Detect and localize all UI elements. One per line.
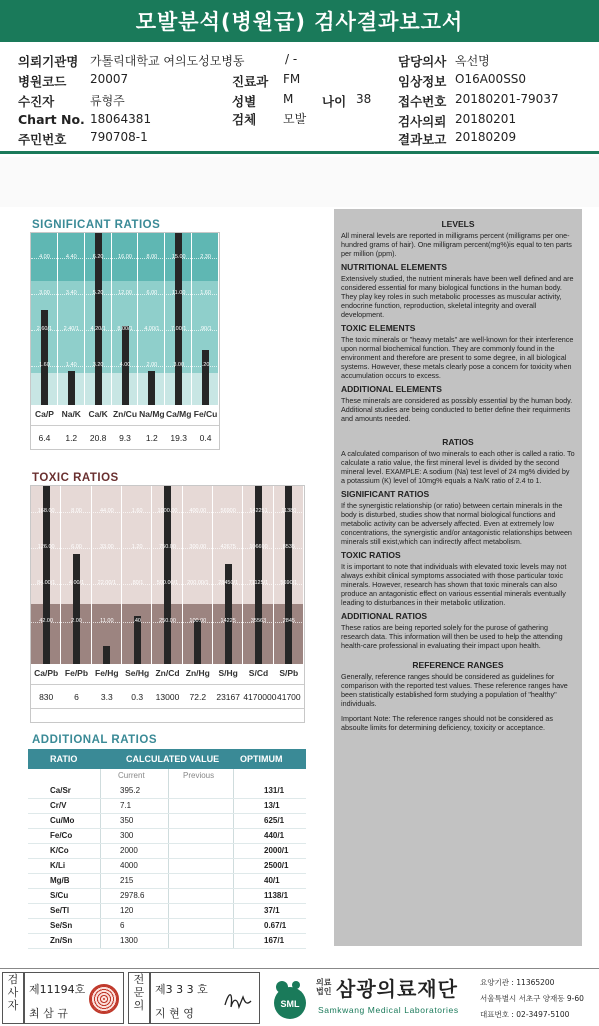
value-label: 830	[39, 692, 54, 702]
current-value-cell: 350	[120, 816, 134, 825]
table-header	[28, 749, 306, 769]
code-label: 병원코드	[18, 74, 67, 89]
category-label: Ca/K	[88, 409, 108, 419]
tick-label: 11.00	[172, 290, 186, 296]
current-value-cell: 4000	[120, 861, 138, 870]
additional-ratios-title: ADDITIONAL RATIOS	[32, 734, 157, 746]
sub-current: Current	[118, 771, 145, 780]
examiner-label: 검사자	[7, 973, 19, 1012]
doctor-value: 옥선명	[455, 54, 490, 68]
tick-label: 84.00/1	[36, 580, 56, 586]
significant-ratios-chart	[30, 232, 220, 450]
value-label: 1.2	[65, 433, 78, 443]
category-label: Zn/Hg	[185, 668, 210, 678]
tick-label: 3.40	[65, 290, 77, 296]
specialist-label: 전문의	[133, 973, 145, 1012]
value-label: 6	[74, 692, 79, 702]
optimum-cell: 2500/1	[264, 861, 289, 870]
value-label: 0.3	[131, 692, 144, 702]
table-row	[28, 873, 306, 889]
row-divider	[31, 449, 219, 450]
table-row	[28, 783, 306, 799]
tick-label: 35563	[250, 618, 267, 624]
tick-label: 2.00	[71, 618, 82, 624]
table-row	[28, 798, 306, 814]
value-label: 0.4	[199, 433, 212, 443]
id-label: 주민번호	[18, 132, 67, 147]
optimum-cell: 440/1	[264, 831, 285, 840]
table-row	[28, 888, 306, 904]
category-label: Na/K	[61, 409, 81, 419]
value-label: 3.3	[100, 692, 113, 702]
tick-label: 2.60/1	[36, 326, 53, 332]
category-label: Na/Mg	[139, 409, 165, 419]
receipt-label: 접수번호	[398, 94, 447, 109]
nutritional-heading: NUTRITIONAL ELEMENTS	[341, 262, 448, 272]
ratio-cell: Fe/Co	[50, 831, 73, 840]
tick-label: 1.60	[131, 508, 143, 514]
toxic-ratios-title: TOXIC RATIOS	[32, 472, 119, 484]
tick-label: 100.00	[189, 618, 207, 624]
signature-icon	[221, 987, 255, 1013]
ratio-cell: Mg/B	[50, 876, 70, 885]
report-date-label: 결과보고	[398, 132, 447, 147]
org-name-en: Samkwang Medical Laboratories	[318, 1005, 459, 1015]
tick-label: 8535	[282, 544, 295, 550]
toxic-ratios-text: It is important to note that individuals with elevated toxic levels may not always exhibit clinical symptoms associated with those particular toxic minerals. However, research has shown that toxic minerals can also produce an antagonistic effect on various essential minerals eventually leading to disturbances in their metabolic utilization.	[341, 562, 567, 607]
category-label: S/Pb	[279, 668, 299, 678]
tick-label: 6.00	[71, 544, 82, 550]
name-value: 류형주	[90, 94, 125, 108]
ratio-bar	[202, 350, 209, 405]
current-value-cell: 6	[120, 921, 125, 930]
table-row	[28, 843, 306, 859]
tick-label: 8.00	[71, 508, 82, 514]
ratios-heading: RATIOS	[442, 437, 474, 447]
current-value-cell: 2978.6	[120, 891, 145, 900]
tick-label: 750.00	[159, 544, 176, 550]
reference-ranges-text: Generally, reference ranges should be considered as guidelines for comparison with the reported test values. These reference ranges have been statistically established form studying a population of "healthy" individuals.	[341, 672, 568, 708]
toxic-elements-heading: TOXIC ELEMENTS	[341, 323, 416, 333]
tick-label: 42.00	[39, 618, 54, 624]
tick-label: 2845	[282, 618, 295, 624]
clinical-value: O16A00SS0	[455, 72, 527, 86]
examiner-number: 제11194호	[29, 983, 86, 996]
tick-label: 6.20	[92, 254, 104, 260]
hospital-label: 의뢰기관명	[18, 54, 79, 69]
current-value-cell: 300	[120, 831, 134, 840]
tick-label: 11380	[281, 508, 297, 514]
tick-label: .80/1	[131, 580, 144, 586]
category-label: Ca/P	[34, 409, 54, 419]
patient-info	[0, 42, 599, 154]
value-label: 19.3	[170, 433, 187, 443]
ratio-cell: Cu/Mo	[50, 816, 75, 825]
specimen-label: 검체	[232, 112, 257, 127]
table-row	[28, 903, 306, 919]
category-label: Ca/Pb	[34, 668, 59, 678]
tick-label: 5.20	[92, 290, 104, 296]
optimum-cell: 37/1	[264, 906, 280, 915]
tick-label: 400.00	[189, 508, 207, 514]
ratio-bar	[148, 371, 155, 405]
value-label: 41700	[277, 692, 301, 702]
current-value-cell: 395.2	[120, 786, 141, 795]
tick-label: 1.40	[65, 362, 77, 368]
toxic-ratios-heading: TOXIC RATIOS	[341, 550, 401, 560]
registration-number: 요양기관 : 11365200	[480, 978, 555, 987]
dept-label: 진료과	[232, 74, 269, 89]
ratio-cell: S/Cu	[50, 891, 69, 900]
nutritional-text: Extensively studied, the nutrient minerals have been well defined and are considered essential for many biological functions in the human body. They play key roles in such metabolic processes as muscular activity, endocrine function, reproduction, skeletal integrity and overall development.	[341, 274, 574, 319]
tick-label: .40	[133, 618, 141, 624]
table-row	[28, 858, 306, 874]
ratio-bar	[194, 620, 201, 665]
phone-number: 대표번호 : 02-3497-5100	[480, 1010, 570, 1019]
optimum-cell: 13/1	[264, 801, 280, 810]
tick-label: 4.00/1	[68, 580, 85, 586]
sml-logo-icon	[268, 977, 312, 1021]
category-label: Fe/Cu	[193, 409, 218, 419]
dept-value: FM	[283, 72, 301, 86]
ratio-bar	[73, 554, 80, 664]
tick-label: 5690/1	[280, 580, 298, 586]
ratio-bar	[103, 646, 110, 664]
hospital-slash: / -	[285, 52, 298, 66]
value-label: 1.2	[145, 433, 158, 443]
category-label: Zn/Cd	[155, 668, 180, 678]
tick-label: .90/1	[199, 326, 212, 332]
category-label: Ca/Mg	[165, 409, 192, 419]
optimum-cell: 2000/1	[264, 846, 289, 855]
tick-label: 7.00/1	[171, 326, 187, 332]
tick-label: 168.00	[37, 508, 55, 514]
ratio-bar	[41, 310, 48, 405]
tick-label: 6.00	[146, 290, 158, 296]
additional-ratios-text: These ratios are being reported solely for the purose of gathering research data. This information will then be used to help the attending health-care professional in evaluating their impact upon health.	[341, 623, 563, 650]
tick-label: 33.00	[99, 544, 114, 550]
category-label: Fe/Hg	[95, 668, 119, 678]
tick-label: 126.00	[37, 544, 55, 550]
tick-label: 8.00	[146, 254, 158, 260]
specialist-number: 제3 3 3 호	[155, 983, 208, 996]
current-value-cell: 2000	[120, 846, 138, 855]
tick-label: 8.00/1	[117, 326, 133, 332]
separator-band	[0, 157, 599, 207]
tick-label: 1.60	[200, 290, 211, 296]
hospital-value: 가톨릭대학교 여의도성모병동	[90, 54, 245, 68]
additional-elements-text: These minerals are considered as possibly essential by the human body. Additional studies are being conducted to better define their requirments and amounts needed.	[341, 396, 573, 423]
levels-heading: LEVELS	[441, 219, 475, 229]
optimum-cell: 167/1	[264, 936, 285, 945]
tick-label: .20	[201, 362, 210, 368]
category-label: Fe/Pb	[64, 668, 89, 678]
tick-label: 4.40	[65, 254, 77, 260]
significant-ratios-text: If the synergistic relationship (or ratio) between certain minerals in the body is disturbed, studies show that normal biological functions and metabolic activity can be adversely affected. Even at extremely low concentrations, the synergistic and/or antagonistic relationships between minerals still exist,which can indirectly affect metabolism.	[341, 501, 572, 546]
explanation-panel	[334, 209, 582, 946]
ratios-text: A calculated comparison of two minerals to each other is called a ratio. To calculate a ratio value, the first mineral level is divided by the second mineral level. EXAMPLE: A sodium (Na) test level of 24 mg% divided by a potassium (K) level of 10mg% equals a Na/K ratio of 2.4 to 1.	[341, 449, 575, 485]
significant-ratios-heading: SIGNIFICANT RATIOS	[341, 489, 430, 499]
sub-previous: Previous	[183, 771, 215, 780]
tick-label: 12.00	[118, 290, 132, 296]
tick-label: 22.00/1	[97, 580, 117, 586]
tick-label: 15.00	[171, 254, 186, 260]
receipt-value: 20180201-79037	[455, 92, 559, 106]
row-divider	[31, 684, 304, 685]
specialist-label-box	[128, 972, 150, 1024]
optimum-cell: 40/1	[264, 876, 280, 885]
chart-no-label: Chart No.	[18, 112, 85, 127]
tick-label: 1.20	[131, 544, 143, 550]
tick-label: 3.00	[173, 362, 185, 368]
tick-label: 28450/1	[218, 580, 239, 586]
reference-ranges-heading: REFERENCE RANGES	[412, 660, 504, 670]
table-row	[28, 933, 306, 949]
row-divider	[31, 425, 219, 426]
col-optimum: OPTIMUM	[240, 754, 283, 764]
tick-label: 4.00	[39, 254, 50, 260]
name-label: 수진자	[18, 94, 55, 109]
clinical-label: 임상정보	[398, 74, 447, 89]
age-value: 38	[356, 92, 372, 106]
specialist-box	[150, 972, 260, 1024]
examiner-box	[24, 972, 124, 1024]
code-value: 20007	[90, 72, 129, 86]
current-value-cell: 7.1	[120, 801, 132, 810]
tick-label: 250.00	[159, 618, 176, 624]
tick-label: 142251	[249, 508, 268, 514]
logo-text: SML	[280, 999, 300, 1009]
tick-label: 56900	[220, 508, 236, 514]
address: 서울특별시 서초구 양재동 9-60	[480, 994, 584, 1003]
additional-elements-heading: ADDITIONAL ELEMENTS	[341, 384, 442, 394]
tick-label: 44.00	[99, 508, 114, 514]
optimum-cell: 1138/1	[264, 891, 289, 900]
examiner-seal-icon	[89, 984, 119, 1014]
org-name: 삼광의료재단	[336, 977, 458, 1001]
ratio-bar	[68, 371, 75, 405]
examiner-label-box	[2, 972, 24, 1024]
table-row	[28, 813, 306, 829]
current-value-cell: 215	[120, 876, 134, 885]
tick-label: 2.40/1	[63, 326, 79, 332]
id-value: 790708-1	[90, 130, 148, 144]
report-title: 모발분석(병원급) 검사결과보고서	[0, 0, 599, 42]
ratio-cell: Cr/V	[50, 801, 67, 810]
optimum-cell: 0.67/1	[264, 921, 287, 930]
request-value: 20180201	[455, 112, 517, 126]
category-label: Se/Hg	[125, 668, 150, 678]
toxic-ratios-chart	[30, 485, 305, 723]
value-label: 20.8	[89, 433, 107, 443]
optimum-cell: 625/1	[264, 816, 285, 825]
tick-label: 500.00/1	[156, 580, 179, 586]
ratio-cell: Se/Tl	[50, 906, 70, 915]
category-label: Zn/Cu	[112, 409, 138, 419]
examiner-name: 최 삼 규	[29, 1007, 68, 1020]
toxic-elements-text: The toxic minerals or "heavy metals" are well-known for their interference upon normal biochemical function. They are commonly found in the environment and therefore are present to some degree, in all biological systems. However, these metals clearly pose a concern for toxicity when accumulation occurs to excess.	[341, 335, 574, 380]
tick-label: 1.60	[39, 362, 50, 368]
ratio-cell: Ca/Sr	[50, 786, 71, 795]
tick-label: 2.00	[146, 362, 158, 368]
tick-label: 71125/1	[248, 580, 269, 586]
tick-label: 2.30	[200, 254, 211, 260]
important-note-text: Important Note: The reference ranges should not be considered as absoulte limits for determining deficiency, toxicity or acceptance.	[341, 714, 554, 732]
category-label: S/Cd	[248, 668, 269, 678]
ratio-cell: Zn/Sn	[50, 936, 73, 945]
ratio-cell: K/Co	[50, 846, 69, 855]
ratio-cell: K/Li	[50, 861, 66, 870]
report-date-value: 20180209	[455, 130, 517, 144]
value-label: 13000	[155, 692, 180, 702]
tick-label: 106690	[249, 544, 268, 550]
tick-label: 1000.00	[157, 508, 178, 514]
chart-no-value: 18064381	[90, 112, 152, 126]
tick-label: 3.20	[92, 362, 104, 368]
value-label: 9.3	[119, 433, 131, 443]
request-label: 검사의뢰	[398, 114, 447, 129]
specialist-name: 지 현 영	[155, 1007, 194, 1020]
value-label: 23167	[216, 692, 240, 702]
category-label: S/Hg	[218, 668, 238, 678]
value-label: 72.2	[189, 692, 207, 702]
tick-label: 11.00	[100, 618, 114, 624]
tick-label: 14225	[220, 618, 236, 624]
tick-label: 3.00	[39, 290, 50, 296]
ratio-cell: Se/Sn	[50, 921, 73, 930]
col-ratio: RATIO	[50, 754, 78, 764]
table-row	[28, 828, 306, 844]
levels-text: All mineral levels are reported in milligrams percent (milligrams per one-hundred grams of hair). One milligram percent(mg%)is equal to ten parts per million (ppm).	[341, 231, 572, 258]
tick-label: 4.00/1	[144, 326, 160, 332]
row-divider	[31, 708, 304, 709]
sex-label: 성별	[232, 94, 257, 109]
table-row	[28, 918, 306, 934]
current-value-cell: 1300	[120, 936, 138, 945]
tick-label: 16.00	[118, 254, 132, 260]
col-calculated-value: CALCULATED VALUE	[126, 754, 220, 764]
value-label: 6.4	[38, 433, 51, 443]
additional-ratios-heading: ADDITIONAL RATIOS	[341, 611, 428, 621]
significant-ratios-title: SIGNIFICANT RATIOS	[32, 219, 161, 231]
current-value-cell: 120	[120, 906, 134, 915]
tick-label: 4.20/1	[90, 326, 106, 332]
value-label: 4170000	[243, 692, 277, 702]
org-type: 의료법인	[316, 978, 332, 996]
tick-label: 300.00	[189, 544, 207, 550]
specimen-value: 모발	[283, 112, 307, 126]
doctor-label: 담당의사	[398, 54, 447, 69]
tick-label: 4.00	[119, 362, 131, 368]
tick-label: 200.00/1	[187, 580, 209, 586]
optimum-cell: 131/1	[264, 786, 285, 795]
additional-ratios-table	[28, 749, 306, 949]
report-footer	[0, 968, 599, 1026]
sex-value: M	[283, 92, 294, 106]
tick-label: 42675	[220, 544, 236, 550]
age-label: 나이	[322, 94, 347, 109]
